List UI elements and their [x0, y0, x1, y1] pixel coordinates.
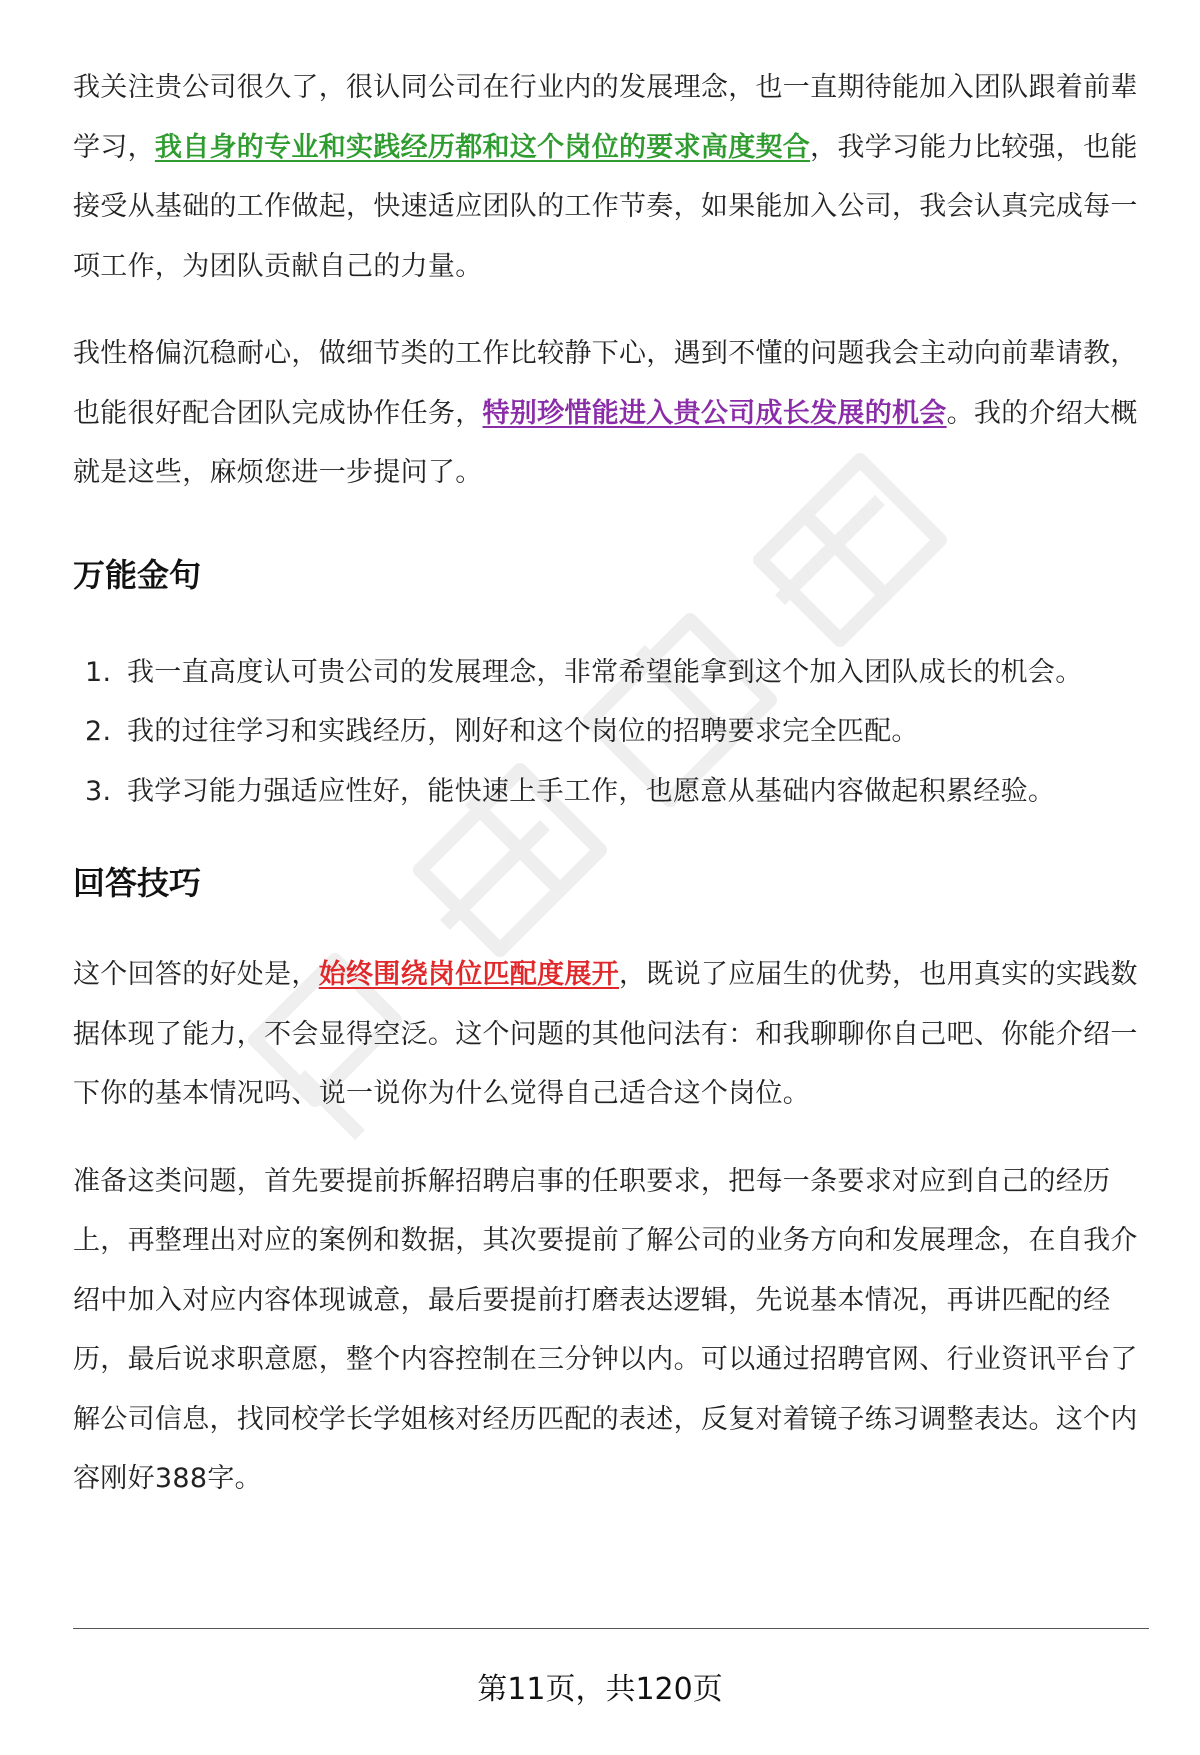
list-item — [73, 643, 1148, 703]
paragraph-personality-text-after: 。我的介绍大概就是这些，麻烦您进一步提问了。 — [73, 397, 1138, 488]
list-item-text: 我的过往学习和实践经历，刚好和这个岗位的招聘要求完全匹配。 — [127, 716, 919, 747]
highlight-purple: 特别珍惜能进入贵公司成长发展的机会 — [482, 397, 947, 429]
list-item — [73, 762, 1148, 822]
paragraph-personality — [73, 324, 1148, 503]
paragraph-tips-preparation: 准备这类问题，首先要提前拆解招聘启事的任职要求，把每一条要求对应到自己的经历上，再整理出对应的案例和数据，其次要提前了解公司的业务方向和发展理念，在自我介绍中加入对应内容体现诚意，最后要提前打磨表达逻辑，先说基本情况，再讲匹配的经历，最后说求职意愿，整个内容控制在三分钟以内。可以通过招聘官网、行业资讯平台了解公司信息，找同校学长学姐核对经历匹配的表述，反复对着镜子练习调整表达。这个内容刚好388字。 — [73, 1165, 1138, 1494]
footer-divider — [73, 1628, 1149, 1629]
document-body — [73, 58, 1148, 1537]
list-item — [73, 702, 1148, 762]
paragraph-intro — [73, 58, 1148, 296]
paragraph-intro-text-before: 我关注贵公司很久了，很认同公司在行业内的发展理念，也一直期待能加入团队跟着前辈学习， — [73, 72, 1138, 163]
golden-phrases-list — [73, 643, 1148, 822]
list-number: 1. — [85, 656, 112, 688]
highlight-red: 始终围绕岗位匹配度展开 — [318, 959, 620, 990]
paragraph-personality-text-before: 我性格偏沉稳耐心，做细节类的工作比较静下心，遇到不懂的问题我会主动向前辈请教，也能很好配合团队完成协作任务， — [73, 338, 1138, 429]
paragraph-tips-text-before: 这个回答的好处是， — [73, 959, 319, 990]
list-number: 3. — [85, 775, 112, 807]
page-number: 第11页，共120页 — [477, 1672, 723, 1707]
list-item-text: 我学习能力强适应性好，能快速上手工作，也愿意从基础内容做起积累经验。 — [127, 775, 1056, 807]
section-heading-golden-phrases: 万能金句 — [73, 555, 202, 594]
highlight-green: 我自身的专业和实践经历都和这个岗位的要求高度契合 — [154, 131, 811, 163]
paragraph-intro-text-after: ，我学习能力比较强，也能接受从基础的工作做起，快速适应团队的工作节奏，如果能加入公司，我会认真完成每一项工作，为团队贡献自己的力量。 — [73, 131, 1138, 282]
section-heading-answer-tips: 回答技巧 — [73, 864, 202, 902]
list-number: 2. — [85, 716, 112, 747]
paragraph-tips-benefit — [73, 945, 1148, 1124]
paragraph-tips-text-after: ，既说了应届生的优势，也用真实的实践数据体现了能力，不会显得空泛。这个问题的其他问法有：和我聊聊你自己吧、你能介绍一下你的基本情况吗、说一说你为什么觉得自己适合这个岗位。 — [73, 959, 1138, 1109]
list-item-text: 我一直高度认可贵公司的发展理念，非常希望能拿到这个加入团队成长的机会。 — [127, 656, 1083, 688]
